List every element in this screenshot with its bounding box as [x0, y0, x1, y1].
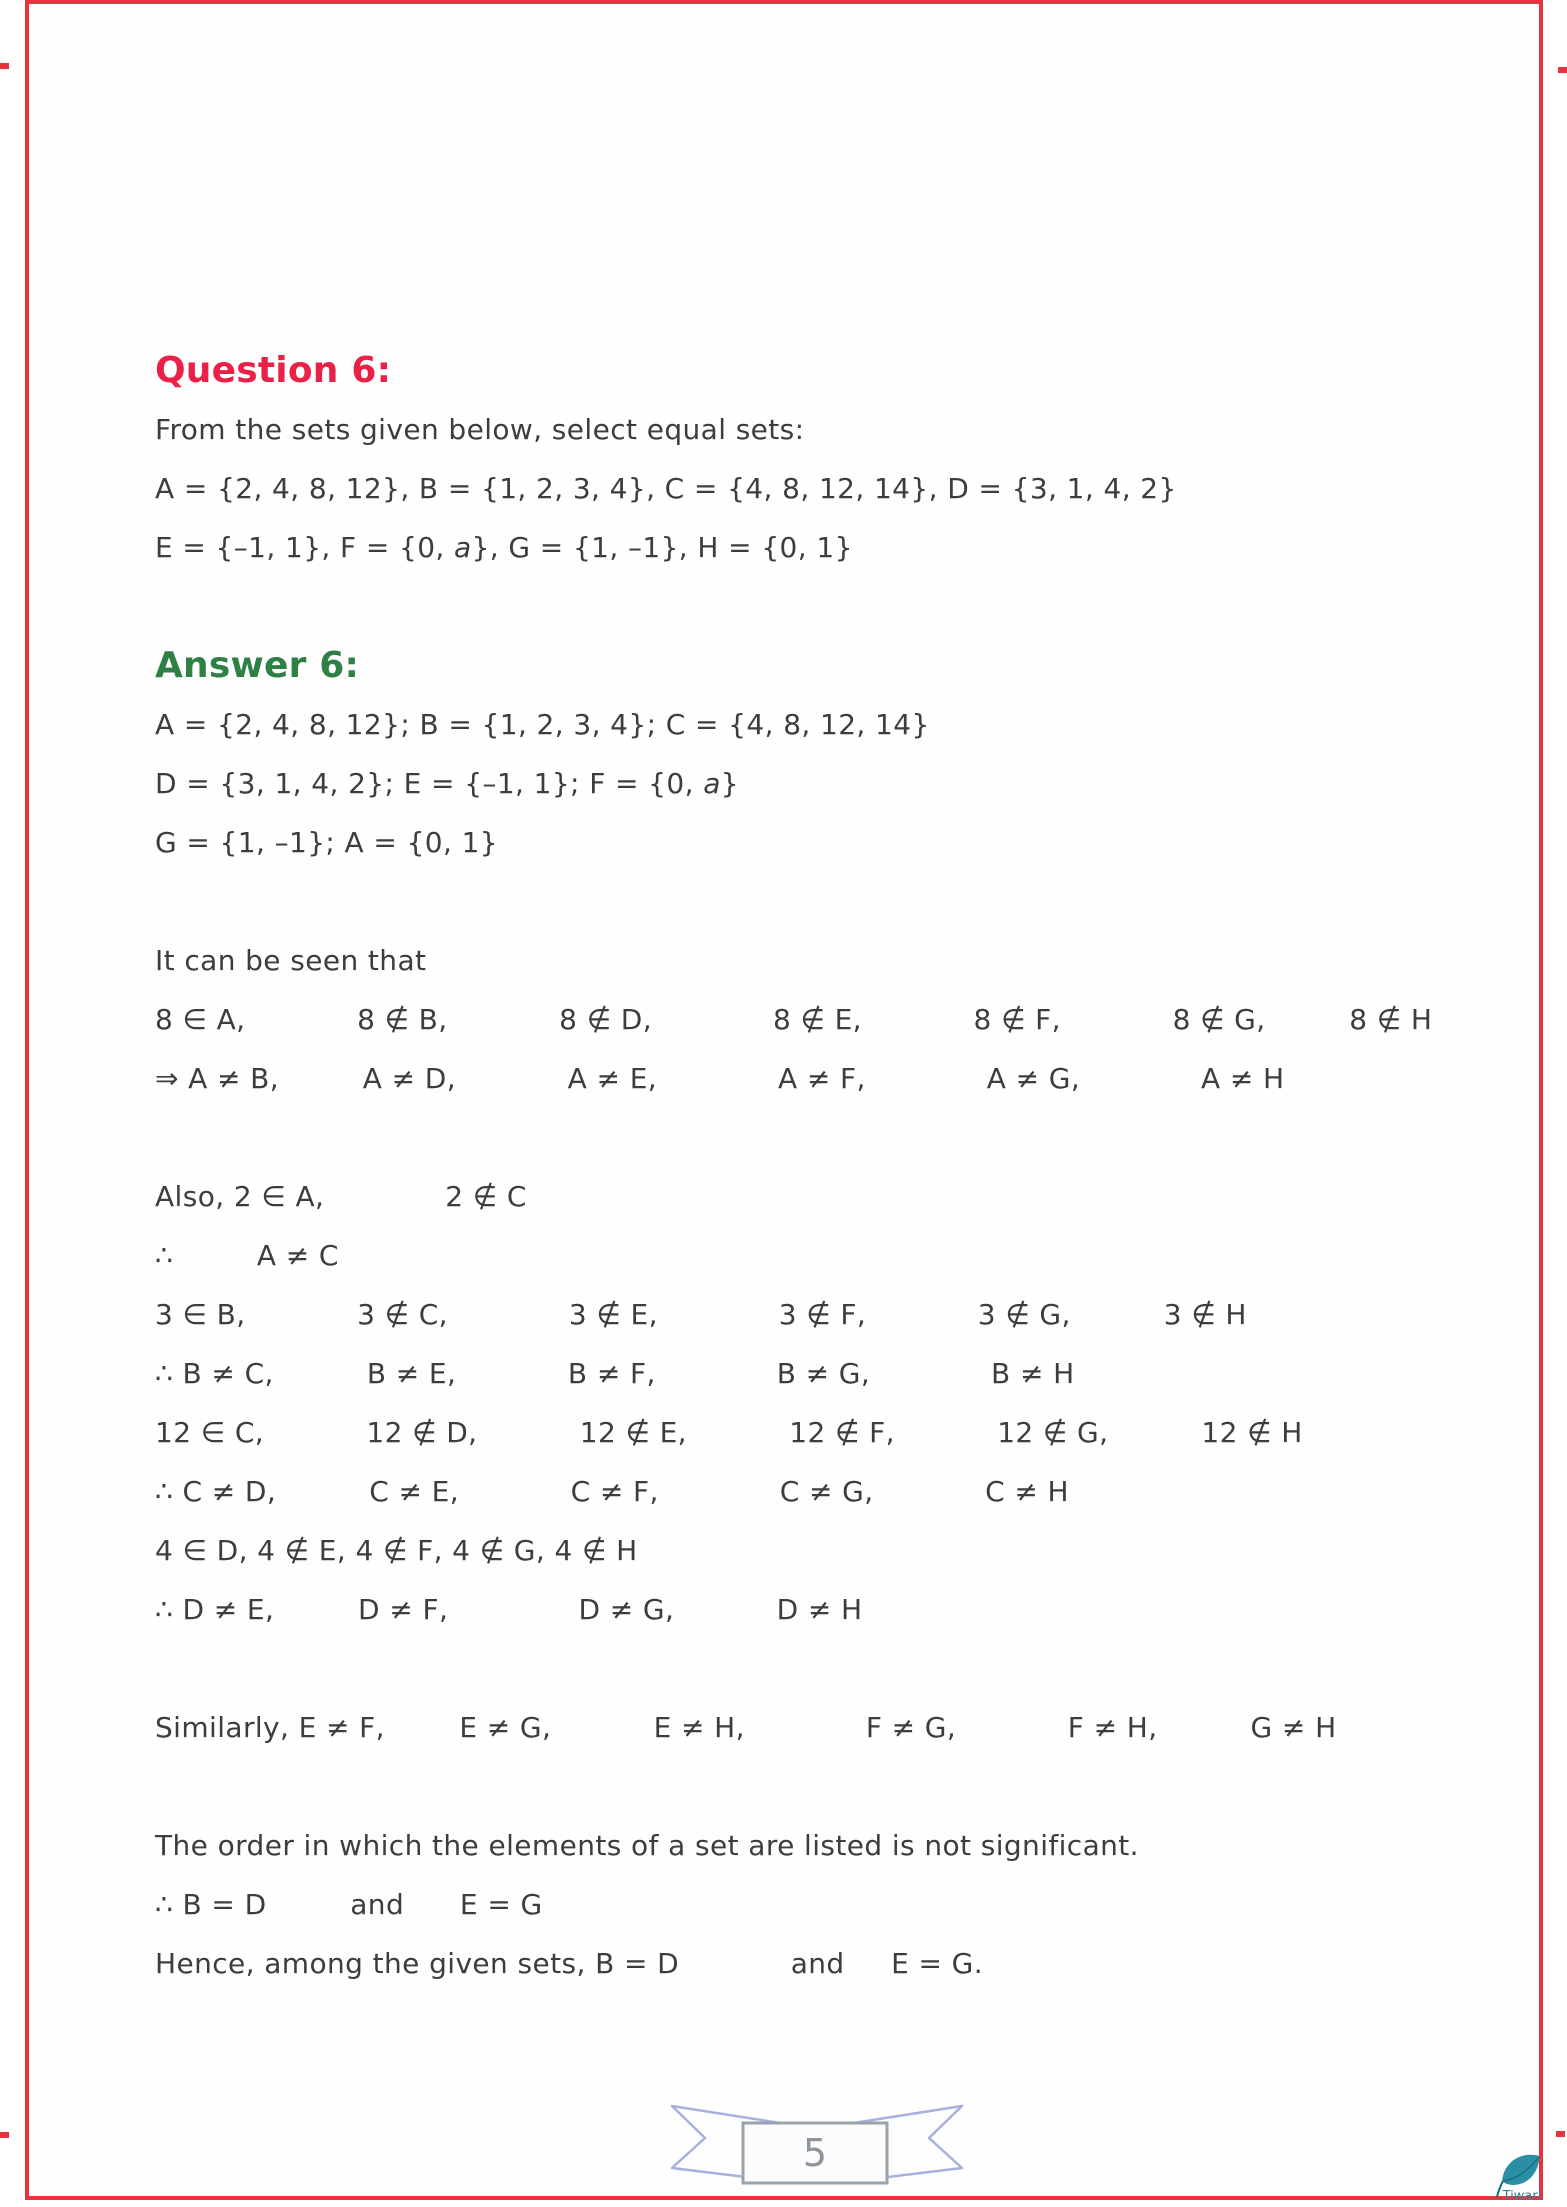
question-intro: From the sets given below, select equal sets:: [155, 413, 805, 446]
membership-row-therefore-d: ∴ D ≠ E, D ≠ F, D ≠ G, D ≠ H: [155, 1593, 863, 1626]
conclusion-order-note: The order in which the elements of a set are listed is not significant.: [155, 1829, 1139, 1862]
conclusion-hence: Hence, among the given sets, B = D and E = G.: [155, 1947, 984, 1980]
spacer: [155, 1757, 1432, 1816]
membership-row-12: 12 ∈ C, 12 ∉ D, 12 ∉ E, 12 ∉ F, 12 ∉ G, 12 ∉ H: [155, 1416, 1303, 1449]
publisher-logo: [1494, 2150, 1550, 2204]
observation-row-implication: ⇒ A ≠ B, A ≠ D, A ≠ E, A ≠ F, A ≠ G, A ≠ H: [155, 1062, 1285, 1095]
question-sets-line-2: E = {–1, 1}, F = {0, a}, G = {1, –1}, H = {0, 1}: [155, 531, 853, 564]
logo-text: Tiwari: [1502, 2189, 1542, 2204]
page-number: 5: [802, 2131, 828, 2175]
question-heading: Question 6:: [155, 350, 392, 391]
observation-row-8: 8 ∈ A, 8 ∉ B, 8 ∉ D, 8 ∉ E, 8 ∉ F, 8 ∉ G, 8 ∉ H: [155, 1003, 1433, 1036]
answer-heading: Answer 6:: [155, 645, 360, 686]
crop-mark-left-top: [0, 63, 9, 69]
conclusion-therefore: ∴ B = D and E = G: [155, 1888, 543, 1921]
page-number-ribbon: [667, 2098, 967, 2188]
observation-intro: It can be seen that: [155, 944, 427, 977]
membership-row-4: 4 ∈ D, 4 ∉ E, 4 ∉ F, 4 ∉ G, 4 ∉ H: [155, 1534, 638, 1567]
page-content: [155, 341, 1432, 1993]
membership-row-therefore-b: ∴ B ≠ C, B ≠ E, B ≠ F, B ≠ G, B ≠ H: [155, 1357, 1075, 1390]
spacer: [155, 1639, 1432, 1698]
crop-mark-right-top: [1558, 67, 1567, 73]
crop-mark-right-bottom: [1556, 2131, 1565, 2137]
spacer: [155, 1108, 1432, 1167]
spacer: [155, 577, 1432, 636]
membership-row-also: Also, 2 ∈ A, 2 ∉ C: [155, 1180, 527, 1213]
crop-mark-left-bottom: [0, 2132, 9, 2138]
membership-row-therefore-ac: ∴ A ≠ C: [155, 1239, 339, 1272]
answer-sets-line-1: A = {2, 4, 8, 12}; B = {1, 2, 3, 4}; C = {4, 8, 12, 14}: [155, 708, 930, 741]
question-sets-line-1: A = {2, 4, 8, 12}, B = {1, 2, 3, 4}, C = {4, 8, 12, 14}, D = {3, 1, 4, 2}: [155, 472, 1177, 505]
answer-sets-line-3: G = {1, –1}; A = {0, 1}: [155, 826, 499, 859]
conclusion-similarly: Similarly, E ≠ F, E ≠ G, E ≠ H, F ≠ G, F ≠ H, G ≠ H: [155, 1711, 1337, 1744]
membership-row-3: 3 ∈ B, 3 ∉ C, 3 ∉ E, 3 ∉ F, 3 ∉ G, 3 ∉ H: [155, 1298, 1247, 1331]
answer-sets-line-2: D = {3, 1, 4, 2}; E = {–1, 1}; F = {0, a}: [155, 767, 739, 800]
spacer: [155, 872, 1432, 931]
membership-row-therefore-c: ∴ C ≠ D, C ≠ E, C ≠ F, C ≠ G, C ≠ H: [155, 1475, 1070, 1508]
